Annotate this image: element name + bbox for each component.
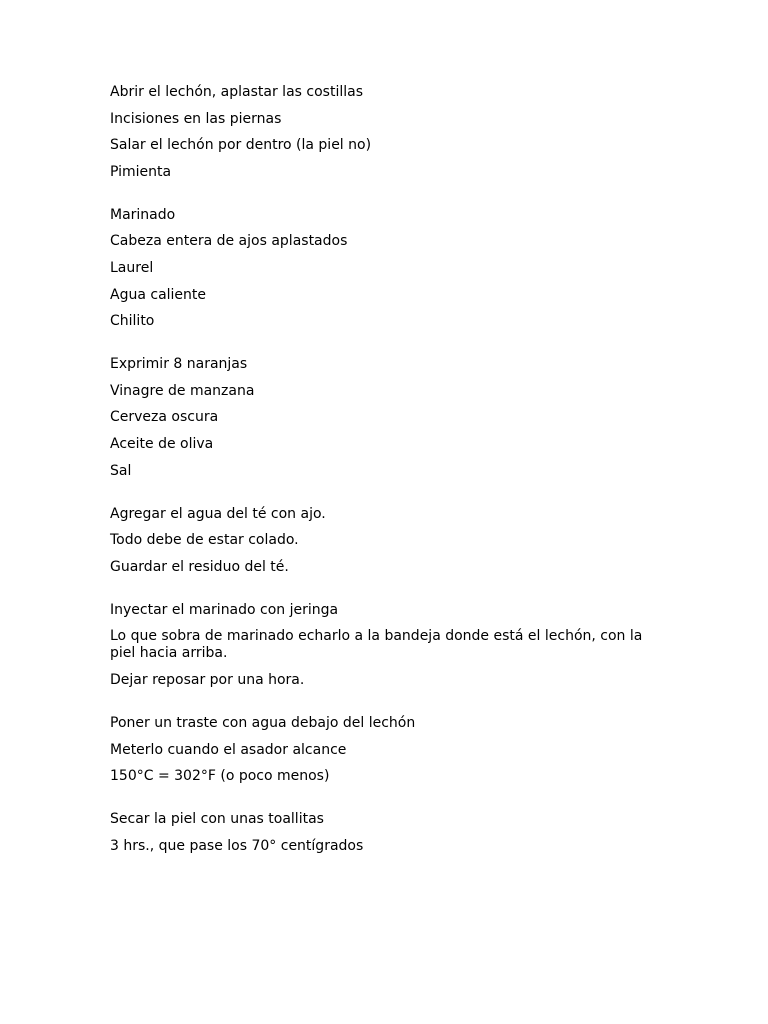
text-line: Exprimir 8 naranjas <box>110 356 248 373</box>
document-body <box>110 84 670 881</box>
text-line: Laurel <box>110 259 154 276</box>
text-line: Guardar el residuo del té. <box>110 558 289 575</box>
section-finish <box>110 811 670 855</box>
text-line: 3 hrs., que pase los 70° centígrados <box>110 837 364 854</box>
text-line: Secar la piel con unas toallitas <box>110 811 324 828</box>
text-line: Marinado <box>110 206 176 223</box>
text-line: Todo debe de estar colado. <box>110 532 299 549</box>
text-line: Salar el lechón por dentro (la piel no) <box>110 137 372 154</box>
text-line: Cerveza oscura <box>110 409 219 426</box>
text-line: Dejar reposar por una hora. <box>110 671 305 688</box>
text-line: Agua caliente <box>110 286 207 303</box>
section-preparation <box>110 84 670 181</box>
text-line: Lo que sobra de marinado echarlo a la bandeja donde está el lechón, con la piel hacia arriba. <box>110 628 643 662</box>
section-marinade-liquids <box>110 356 670 479</box>
text-line: Aceite de oliva <box>110 435 214 452</box>
text-line: Vinagre de manzana <box>110 382 255 399</box>
text-line: Pimienta <box>110 163 172 180</box>
text-line: Chilito <box>110 313 155 330</box>
text-line: Meterlo cuando el asador alcance <box>110 741 347 758</box>
section-marinade-tea <box>110 207 670 330</box>
text-line: Sal <box>110 462 132 479</box>
text-line: 150°C = 302°F (o poco menos) <box>110 768 330 785</box>
section-combine <box>110 506 670 576</box>
section-roast <box>110 715 670 785</box>
section-inject <box>110 602 670 689</box>
text-line: Cabeza entera de ajos aplastados <box>110 233 348 250</box>
text-line: Inyectar el marinado con jeringa <box>110 601 339 618</box>
text-line: Incisiones en las piernas <box>110 110 282 127</box>
text-line: Poner un traste con agua debajo del lechón <box>110 714 416 731</box>
text-line: Agregar el agua del té con ajo. <box>110 505 326 522</box>
text-line: Abrir el lechón, aplastar las costillas <box>110 84 363 100</box>
